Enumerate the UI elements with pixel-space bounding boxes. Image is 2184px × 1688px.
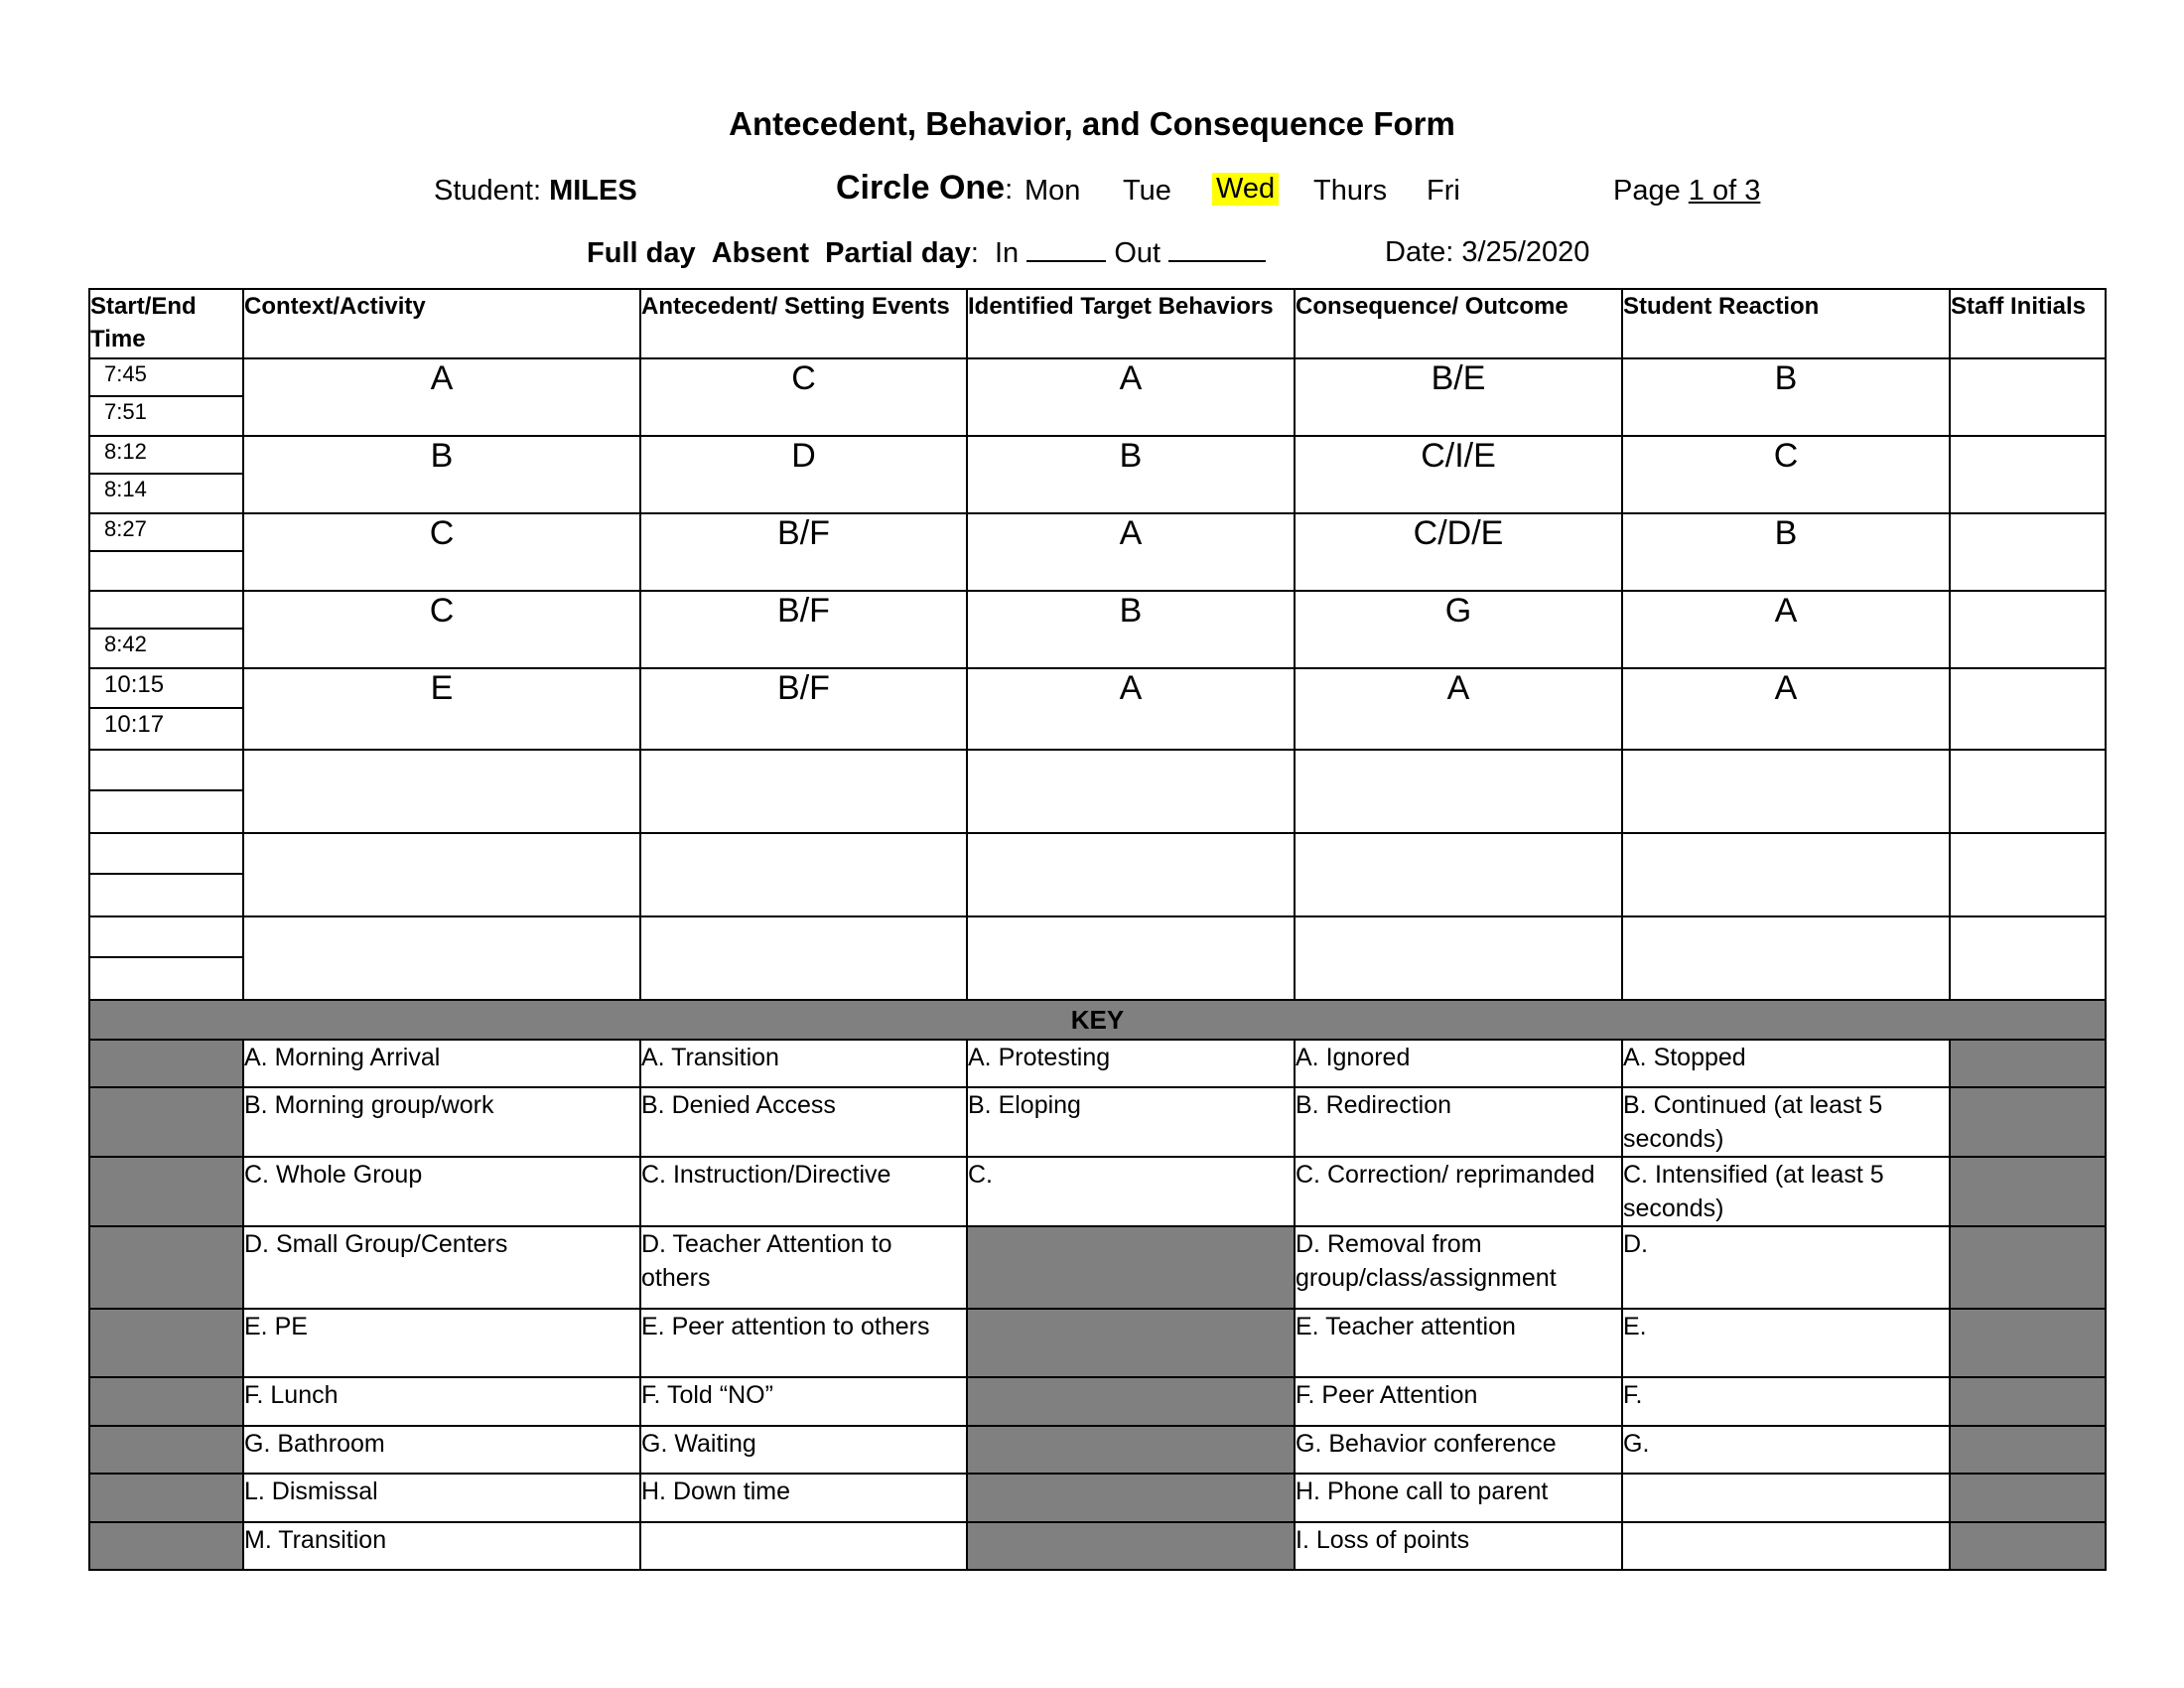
- start-time[interactable]: [90, 834, 242, 875]
- key-consequence: E. Teacher attention: [1295, 1309, 1622, 1377]
- key-consequence: A. Ignored: [1295, 1040, 1622, 1087]
- key-gray-cell: [1950, 1426, 2106, 1474]
- key-behavior: C.: [967, 1157, 1295, 1226]
- behavior-cell[interactable]: B: [967, 591, 1295, 668]
- context-cell[interactable]: A: [243, 358, 640, 436]
- key-gray-cell: [1950, 1226, 2106, 1309]
- key-row: [89, 1226, 2106, 1309]
- out-label: Out: [1114, 237, 1161, 269]
- key-row: [89, 1474, 2106, 1522]
- key-row: [89, 1157, 2106, 1226]
- context-cell[interactable]: B: [243, 436, 640, 513]
- abc-table: [88, 288, 2107, 1571]
- key-antecedent: B. Denied Access: [640, 1087, 967, 1157]
- end-time[interactable]: 8:42: [104, 632, 147, 656]
- key-gray-cell: [89, 1377, 243, 1426]
- consequence-cell[interactable]: G: [1295, 591, 1622, 668]
- day-fri[interactable]: Fri: [1427, 175, 1460, 207]
- consequence-cell[interactable]: A: [1295, 668, 1622, 750]
- table-row: [89, 750, 2106, 833]
- key-reaction: C. Intensified (at least 5 seconds): [1622, 1157, 1950, 1226]
- student-name: MILES: [549, 175, 637, 207]
- antecedent-cell[interactable]: C: [640, 358, 967, 436]
- end-time[interactable]: [90, 552, 242, 590]
- key-gray-cell: [1950, 1157, 2106, 1226]
- key-antecedent: G. Waiting: [640, 1426, 967, 1474]
- end-time[interactable]: [90, 875, 242, 915]
- day-thurs[interactable]: Thurs: [1313, 175, 1388, 207]
- key-reaction: A. Stopped: [1622, 1040, 1950, 1087]
- page-value: 1 of 3: [1688, 175, 1761, 207]
- reaction-cell[interactable]: C: [1622, 436, 1950, 513]
- key-gray-cell: [89, 1309, 243, 1377]
- antecedent-cell[interactable]: B/F: [640, 668, 967, 750]
- key-row: [89, 1377, 2106, 1426]
- reaction-cell[interactable]: A: [1622, 591, 1950, 668]
- key-reaction: B. Continued (at least 5 seconds): [1622, 1087, 1950, 1157]
- antecedent-cell[interactable]: [640, 750, 967, 833]
- day-mon[interactable]: Mon: [1024, 175, 1081, 207]
- key-gray-cell: [89, 1226, 243, 1309]
- consequence-cell[interactable]: C/D/E: [1295, 513, 1622, 591]
- out-time-blank[interactable]: [1168, 236, 1266, 262]
- behavior-cell[interactable]: [967, 833, 1295, 916]
- antecedent-cell[interactable]: [640, 833, 967, 916]
- key-behavior: B. Eloping: [967, 1087, 1295, 1157]
- col-antecedent: Antecedent/ Setting Events: [640, 289, 967, 358]
- context-cell[interactable]: C: [243, 513, 640, 591]
- full-day-option[interactable]: Full day: [587, 237, 696, 269]
- consequence-cell[interactable]: B/E: [1295, 358, 1622, 436]
- key-gray-cell: [1950, 1474, 2106, 1522]
- initials-cell[interactable]: [1950, 591, 2106, 668]
- start-time[interactable]: 10:15: [90, 669, 242, 709]
- behavior-cell[interactable]: A: [967, 513, 1295, 591]
- end-time[interactable]: [90, 791, 242, 832]
- key-antecedent: [640, 1522, 967, 1570]
- start-time[interactable]: 7:45: [90, 359, 242, 397]
- key-antecedent: A. Transition: [640, 1040, 967, 1087]
- context-cell[interactable]: [243, 750, 640, 833]
- key-gray-cell: [1950, 1377, 2106, 1426]
- consequence-cell[interactable]: C/I/E: [1295, 436, 1622, 513]
- table-row: [89, 833, 2106, 916]
- start-time[interactable]: [90, 592, 242, 630]
- key-heading: KEY: [89, 1000, 2106, 1040]
- partial-day-option[interactable]: Partial day: [825, 237, 971, 269]
- context-cell[interactable]: E: [243, 668, 640, 750]
- table-row: [89, 591, 2106, 668]
- initials-cell[interactable]: [1950, 513, 2106, 591]
- table-row: [89, 436, 2106, 513]
- day-wed-selected[interactable]: Wed: [1212, 173, 1279, 206]
- behavior-cell[interactable]: A: [967, 358, 1295, 436]
- key-gray-cell: [89, 1157, 243, 1226]
- absent-option[interactable]: Absent: [711, 237, 809, 269]
- initials-cell[interactable]: [1950, 833, 2106, 916]
- table-row: [89, 513, 2106, 591]
- reaction-cell[interactable]: A: [1622, 668, 1950, 750]
- table-row: [89, 668, 2106, 750]
- key-context: B. Morning group/work: [243, 1087, 640, 1157]
- initials-cell[interactable]: [1950, 750, 2106, 833]
- key-context: D. Small Group/Centers: [243, 1226, 640, 1309]
- end-time[interactable]: 10:17: [104, 711, 165, 738]
- key-antecedent: E. Peer attention to others: [640, 1309, 967, 1377]
- key-row: [89, 1309, 2106, 1377]
- column-header-row: [89, 289, 2106, 358]
- end-time[interactable]: [90, 958, 242, 999]
- consequence-cell[interactable]: [1295, 833, 1622, 916]
- key-reaction: F.: [1622, 1377, 1950, 1426]
- consequence-cell[interactable]: [1295, 916, 1622, 1000]
- key-gray-cell: [967, 1522, 1295, 1570]
- col-target-behaviors: Identified Target Behaviors: [967, 289, 1295, 358]
- key-gray-cell: [1950, 1087, 2106, 1157]
- in-label: In: [995, 237, 1020, 269]
- context-cell[interactable]: [243, 833, 640, 916]
- key-antecedent: F. Told “NO”: [640, 1377, 967, 1426]
- key-antecedent: C. Instruction/Directive: [640, 1157, 967, 1226]
- key-reaction: [1622, 1474, 1950, 1522]
- start-time[interactable]: 8:12: [90, 437, 242, 475]
- consequence-cell[interactable]: [1295, 750, 1622, 833]
- initials-cell[interactable]: [1950, 916, 2106, 1000]
- start-time[interactable]: [90, 751, 242, 791]
- key-consequence: D. Removal from group/class/assignment: [1295, 1226, 1622, 1309]
- form-title: Antecedent, Behavior, and Consequence Form: [729, 105, 1455, 142]
- key-antecedent: D. Teacher Attention to others: [640, 1226, 967, 1309]
- antecedent-cell[interactable]: [640, 916, 967, 1000]
- key-context: E. PE: [243, 1309, 640, 1377]
- key-consequence: F. Peer Attention: [1295, 1377, 1622, 1426]
- antecedent-cell[interactable]: B/F: [640, 591, 967, 668]
- antecedent-cell[interactable]: D: [640, 436, 967, 513]
- key-gray-cell: [967, 1474, 1295, 1522]
- key-gray-cell: [89, 1040, 243, 1087]
- key-consequence: B. Redirection: [1295, 1087, 1622, 1157]
- reaction-cell[interactable]: [1622, 750, 1950, 833]
- reaction-cell[interactable]: [1622, 833, 1950, 916]
- behavior-cell[interactable]: A: [967, 668, 1295, 750]
- key-gray-cell: [1950, 1522, 2106, 1570]
- key-context: G. Bathroom: [243, 1426, 640, 1474]
- behavior-cell[interactable]: [967, 750, 1295, 833]
- reaction-cell[interactable]: B: [1622, 513, 1950, 591]
- student-field: [434, 175, 637, 208]
- key-row: [89, 1087, 2106, 1157]
- initials-cell[interactable]: [1950, 358, 2106, 436]
- circle-one-label: Circle One:: [836, 169, 1014, 207]
- key-reaction: D.: [1622, 1226, 1950, 1309]
- key-gray-cell: [89, 1474, 243, 1522]
- key-gray-cell: [1950, 1040, 2106, 1087]
- start-time[interactable]: [90, 917, 242, 958]
- key-gray-cell: [89, 1522, 243, 1570]
- key-reaction: E.: [1622, 1309, 1950, 1377]
- context-cell[interactable]: C: [243, 591, 640, 668]
- col-start-end-time: Start/End Time: [89, 289, 243, 358]
- key-gray-cell: [967, 1226, 1295, 1309]
- col-consequence: Consequence/ Outcome: [1295, 289, 1622, 358]
- key-reaction: G.: [1622, 1426, 1950, 1474]
- in-time-blank[interactable]: [1026, 236, 1106, 262]
- day-tue[interactable]: Tue: [1123, 175, 1171, 207]
- page-indicator: Page 1 of 3: [1613, 175, 1761, 207]
- date-value: 3/25/2020: [1461, 236, 1590, 268]
- key-consequence: C. Correction/ reprimanded: [1295, 1157, 1622, 1226]
- key-consequence: H. Phone call to parent: [1295, 1474, 1622, 1522]
- key-row: [89, 1522, 2106, 1570]
- col-staff-initials: Staff Initials: [1950, 289, 2106, 358]
- key-row: [89, 1426, 2106, 1474]
- key-gray-cell: [89, 1087, 243, 1157]
- student-label: Student:: [434, 175, 542, 207]
- initials-cell[interactable]: [1950, 668, 2106, 750]
- key-consequence: G. Behavior conference: [1295, 1426, 1622, 1474]
- reaction-cell[interactable]: [1622, 916, 1950, 1000]
- key-gray-cell: [89, 1426, 243, 1474]
- key-consequence: I. Loss of points: [1295, 1522, 1622, 1570]
- behavior-cell[interactable]: B: [967, 436, 1295, 513]
- col-context-activity: Context/Activity: [243, 289, 640, 358]
- key-gray-cell: [967, 1309, 1295, 1377]
- key-heading-row: [89, 1000, 2106, 1040]
- key-reaction: [1622, 1522, 1950, 1570]
- key-context: L. Dismissal: [243, 1474, 640, 1522]
- table-row: [89, 358, 2106, 436]
- table-row: [89, 916, 2106, 1000]
- key-row: [89, 1040, 2106, 1087]
- key-context: A. Morning Arrival: [243, 1040, 640, 1087]
- antecedent-cell[interactable]: B/F: [640, 513, 967, 591]
- key-behavior: A. Protesting: [967, 1040, 1295, 1087]
- key-antecedent: H. Down time: [640, 1474, 967, 1522]
- key-gray-cell: [967, 1377, 1295, 1426]
- end-time[interactable]: 8:14: [104, 477, 147, 501]
- initials-cell[interactable]: [1950, 436, 2106, 513]
- end-time[interactable]: 7:51: [104, 399, 147, 424]
- key-context: F. Lunch: [243, 1377, 640, 1426]
- attendance-line: Full day Absent Partial day: In Out: [587, 236, 1266, 270]
- start-time[interactable]: 8:27: [90, 514, 242, 552]
- key-context: C. Whole Group: [243, 1157, 640, 1226]
- reaction-cell[interactable]: B: [1622, 358, 1950, 436]
- key-gray-cell: [1950, 1309, 2106, 1377]
- col-student-reaction: Student Reaction: [1622, 289, 1950, 358]
- behavior-cell[interactable]: [967, 916, 1295, 1000]
- key-gray-cell: [967, 1426, 1295, 1474]
- context-cell[interactable]: [243, 916, 640, 1000]
- key-context: M. Transition: [243, 1522, 640, 1570]
- date-field: Date: 3/25/2020: [1385, 236, 1590, 268]
